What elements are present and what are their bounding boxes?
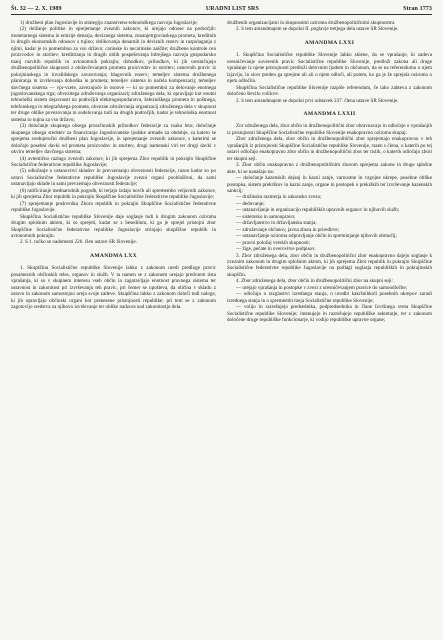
paragraph: — pravni položaj verskih skupnosti; (236, 239, 311, 246)
paragraph: (4) avtentično razlago zveznih zakonov, ki jih sprejema Zbor republik in pokrajin Skupščine Socialistične federativne republike Jugoslavije; (11, 155, 216, 168)
paragraph: 2. S tem amandmajem se dopolni prvi odstavek 237. člena ustave SR Slovenije. (236, 97, 399, 104)
paragraph: (2) dolžanje politike in sprejemanje zveznih zakonov, ki urejajo odnose na področjih: monetarnega sistema in emisije denarja, deviznega sistema, zunanjetrgovinskega prometa, kreditnih in drugih ekonomskih odnosov s tujino; oblikovanja denarnih in deviznih rezerv in razpolaganja z njimi, kadar je to pomembno za vso državo; carinske in necarinske zaščite; družbene kontrole cen proizvodov in storitev; kreditiranja in drugih oblik pospeševanja hitrejšega razvoja gospodarsko manj razvitih republik in avtonomnih pokrajin; dohodkov, prihodkov, ki jih uresničujejo družbenopolitične skupnosti z obdavčevanjem prometa proizvodov in storitev; osnovnih pravic iz pokojninskega in invalidskega zavarovanja; blagovnih rezerv; temeljev sistema družbenega planiranja in izvrševanja dohodka in prometa; temeljev sistema in načela kompenzacij; temeljev davčnega sistema — vpr-vzete, zavezujoče in osnove — ki so pomembni za delovanje enotnega jugoslovanskega trga; obvezitega združevanja organizacij združenega dela, ki opravljajo kot enotni tehnološki sistem dejavnosti na področjih elektrogospodarstva, železniškega prometa in poštnega, telefonskega in telegrafskega prometa, obvezne združevanja organizacij združenega dela v skupnost ter druge oblike povezovanja in sodelovanja tudi na drugih področjih, kadar je tehnološka enotnost sistema to nujna za vso državo; (11, 26, 216, 123)
paragraph: — družinska razmerja in zakonsko zvezo; (236, 194, 322, 201)
paragraph: — žige, pečate in overovitve podpisov. (236, 246, 316, 253)
paragraph: — določanje kazenskih dejanj in kazni zanje, varnostne in vzgojne ukrepe, posebne oblike postopka, sistem prekrškov in kazni zanje, organe in postopek o prekrških ter izvrševanje kazenskih sankcij; (227, 175, 432, 194)
paragraph: — urejajo vprašanja in postopke v zvezi z uresničevanjem pravice do samoodločbe; (236, 284, 408, 291)
paragraph: Zor združenega dela, zbor občin in družbenopolitični zbor obravnavajo in odločajo o vprašanjih iz pristojnosti Skupščine Socialistične republike Slovenije enakopravno oziroma skupaj. (227, 123, 432, 136)
paragraph: — ustanavljanje in organizacijo republiških upravnih organov in njihovih služb; (236, 207, 400, 214)
paragraph: Skupščina Socialistične republike Slovenije daje soglasje tudi k drugim zakonom oziroma drugim splošnim aktom, ki so sprejeti, kadar se z besedilom, ki ga je sprejel pristojni zbor Skupščine Socialistične federativne republike Jugoslavije strinjajo skupščine republik in avtonomnih pokrajin. (11, 213, 216, 239)
amendment-heading: AMANDMA LXXII (303, 110, 356, 117)
paragraph: 3. Zbor občin enakopravno z družbenopolitičnim zborom sprejema zakone in druge splošne akte, ki se nanašajo na: (227, 162, 432, 175)
page-number: Stran 1773 (403, 6, 432, 12)
paragraph: — ustanavljanje oziroma odpravljanje občin in spreminjanje njihovih območij; (236, 233, 397, 240)
paragraph: 1) družbeni plan Jugoslavije in strategijo znanstveno-tehnološkega razvoja Jugoslavije; (20, 20, 198, 26)
right-column (227, 20, 432, 323)
paragraph: 1. Skupščina Socialistične republike Slovenije lahko sklene, da se vprašanje, ki zadeva uresničevanje suverenih pravic Socialistične republike Slovenije, predloži zakona ali druge vprašanje iz njene pristojnosti predloži delovnim ljudem in občanom, da se na referendumu o njem izjavijo, in sicer preden ga sprejme ali ali o njem odloči, ali potem, ko ga je že sprejela oziroma o njem odločila. (227, 52, 432, 85)
paragraph: (5) odločanje o ustanovitvi skladov in prevzemanju obveznosti federacije, razen kadar so po ustavi Socialistične federativne republike Jugoslavije zvezni organi pooblaščeni, da sami ustanavljajo sklade in sami prevzemajo obveznosti federacije; (11, 168, 216, 188)
paragraph: — odločajo o razglasitvi izrednega stanja, o uvedbi kakršnihkoli posebnih ukrepov zaradi izrednega stanja in o spremembi meja Socialistične republike Slovenije; (227, 291, 432, 304)
paragraph: — združevanje občanov, javna zbora in prireditve; (236, 226, 340, 233)
paragraph: — dedovanje; (236, 200, 265, 207)
paragraph: Zbor združenega dela, zbor občin in družbenopolitični zbor sprejemajo enakopravno v teh vprašanjih iz pristojnosti Skupščine Socialistične republike Slovenije, razen s člena, o katerih po tej ustavi odločajo enakopravno zbor občin in družbenopolitični zbor ter tistih, o katerih odločajo zbori ter skupni seji. (227, 136, 432, 162)
paragraph: Skupščina Socialistične republike Slovenije razpiše referendum, če tako zahteva z zakonom določeno število volilcev. (227, 84, 432, 98)
publication-title: URADNI LIST SRS (205, 6, 259, 12)
paragraph: (7) sprejemanje poslovnika Zbora republik in pokrajin Skupščine Socialistične federativne republike Jugoslavije. (11, 200, 216, 214)
amendment-heading: AMANDMA LXXI (304, 39, 355, 46)
paragraph: 1. Skupščina Socialistične republike Slovenije lahko z zakonom uredi predloge pravic posameznih občinskih teles, organov in služb. V ta namen se z zakonom urejajo predvsem tista vprašanja, ki so v skupnem interesu vseh občin in zagotavljajo enotnost pravnega sistema ter ustavnost in zakonitost pri izvrševanju teh pravic, pri čemer se upošteva, da občina v skladu z ustavo in zakonom samostojno ureja svoje zadeve. Skupščina lahko z zakonom določi tudi naloge, ki jih opravljajo občinski organi kot prenesene pristojnosti republike; pri tem se z zakonom zagotovijo sredstva za njihovo izvrševanje ter oblike nadzora nad zakonitostjo dela. (11, 265, 216, 311)
left-column (11, 20, 216, 323)
paragraph: 3. Zbor združenega dela, zbor občin in družbenopolitični zbor enakopravno dajejo soglasje k zveznim zakonom in drugim splošnim aktom, ki jih sprejema Zbor republik in pokrajin Skupščine Socialistične federativne republike Jugoslavije na podlagi soglasja republiških in pokrajinskih skupščin. (227, 252, 432, 278)
paragraph: — sistemsko in samoupravo; (236, 213, 296, 220)
paragraph: (3) določanje skupnega obsega proračunskih prihodkov federacije za vsako leto; določanje skupnega obsega sredstev za financiranje Jugoslovanske ljudske armade za obdobje, za katero se sprejema srednjeročni družbeni plan Jugoslavije, in sprejemanje zveznih zakonov, s katerimi se določajo posebni davki od prometa proizvodov in storitev, drugi namenski viri ter drugi davki v okviru temeljev davčnega sistema; (11, 123, 216, 156)
paragraph: (6) ratificiranje mednarodnih pogodb, ki terjajo izdajo novih ali spremembo veljavnih zakonov, ki jih sprejema Zbor republik in pokrajin Skupščine Socialistične federativne republike Jugoslavije; (11, 187, 216, 201)
text-columns (11, 20, 432, 323)
amendment-heading: AMANDMA LXX (90, 252, 137, 259)
paragraph: 4. Zbor združenega dela, zbor občin in družbenopolitični zbor na skupni seji: (236, 278, 393, 285)
paragraph: 2. S tem amandmajem se dopolni II. poglavje tretjega dela ustave SR Slovenije. (236, 26, 399, 33)
paragraph: družbenih organizacijami in skupnostmi oziroma družbenopolitičnimi skupnostmi. (227, 20, 396, 26)
paragraph: — državljanstvo in državljanska stanja; (236, 220, 317, 227)
issue-number: Št. 32 — 2. X. 1989 (11, 6, 62, 12)
paragraph: 2. S 1. točko se nadomesti 226. člen ustave SR Slovenije. (20, 239, 137, 246)
page-header (11, 6, 432, 15)
paragraph: — volijo in razrešujejo predsednika, podpredsednika in člane Izvršnega sveta Skupščine Socialistične republike Slovenije; imenujejo in razrešujejo republiške sekretarje, ter z zakonom določene druge republiške funkcionarje, ki vodijo republiške upravne organe; (227, 304, 432, 324)
